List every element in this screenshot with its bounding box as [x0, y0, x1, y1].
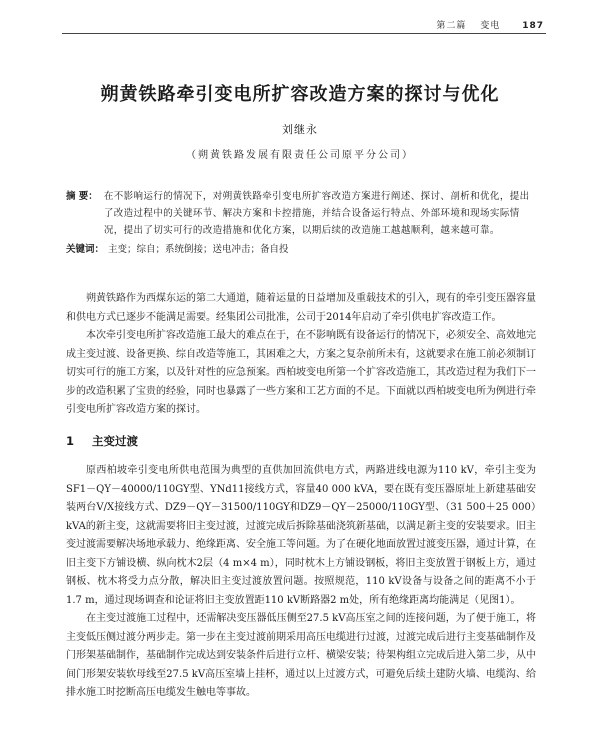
page-number: 187: [522, 21, 544, 31]
introduction: [66, 290, 536, 420]
abstract-block: [66, 188, 536, 258]
keywords: [66, 241, 536, 258]
running-head-section: 变电: [480, 21, 501, 31]
author-affiliation: （朔黄铁路发展有限责任公司原平分公司）: [186, 150, 414, 161]
body-paragraph: 原西柏坡牵引变电所供电范围为典型的直供加回流供电方式，两路进线电源为110 kV，牵引主变为SF1－QY－40000/110GY型、YNd11接线方式，容量40 000 kVA，要在既有变压器原址上新建基础安装两台V/X接线方式、DZ9－QY－31500/110GY和DZ9－QY－25000/110GY型、（31 500＋25 000）kVA的新主变，这就需要将旧主变过渡，过渡完成后拆除基础浇筑新基础，以满足新主变的安装要求。旧主变过渡需要解决场地承载力、绝缘距离、安全施工等问题。为了在硬化地面放置过渡变压器，通过计算，在旧主变下方铺设横、纵向枕木2层（4 m×4 m），同时枕木上方铺设钢板，将旧主变放置于钢板上方，通过钢板、枕木将受力点分散，解决旧主变过渡放置问题。按照规范，110 kV设备与设备之间的距离不小于1.7 m，通过现场调查和论证将旧主变放置距110 kV断路器2 m处，所有绝缘距离均能满足（见图1）。: [66, 465, 536, 606]
abstract-label: 摘 要：: [66, 191, 98, 202]
body-paragraph: 朔黄铁路作为西煤东运的第二大通道，随着运量的日益增加及重载技术的引入，现有的牵引变压器容量和供电方式已逐步不能满足需要。经集团公司批准，公司于2014年启动了牵引供电扩容改造工作。: [66, 293, 536, 323]
paper-title: 朔黄铁路牵引变电所扩容改造方案的探讨与优化: [100, 84, 500, 105]
author-name: 刘继永: [282, 123, 318, 136]
section-heading: [66, 433, 138, 449]
running-head-chapter: 第二篇: [436, 21, 467, 31]
section-1-body: [66, 462, 536, 703]
keywords-label: 关键词：: [66, 244, 105, 255]
section-title: 主变过渡: [92, 434, 139, 448]
body-paragraph: 在主变过渡施工过程中，还需解决变压器低压侧至27.5 kV高压室之间的连接问题，为了便于施工，将主变低压侧过渡分两步走。第一步在主变过渡前期采用高压电缆进行过渡，过渡完成后进行主变基础制作及门形架基础制作，基础制作完成达到安装条件后进行立杆、横梁安装；待架构组立完成后进入第二步，从中间门形架安装软母线至27.5 kV高压室墙上挂杯，通过以上过渡方式，可避免后续土建防火墙、电缆沟、给排水施工时挖断高压电缆发生触电等事故。: [66, 613, 536, 698]
abstract: [66, 188, 536, 239]
keywords-text: 主变；综自；系统倒接；送电冲击；备自投: [108, 244, 289, 255]
header-rule: [62, 33, 546, 34]
running-head: [426, 18, 544, 31]
body-paragraph: 本次牵引变电所扩容改造施工最大的难点在于，在不影响既有设备运行的情况下，必须安全、高效地完成主变过渡、设备更换、综自改造等施工，其困难之大，方案之复杂前所未有，这就要求在施工前必须制订切实可行的施工方案，以及针对性的应急预案。西柏坡变电所第一个扩容改造施工，其改造过程为我们下一步的改造积累了宝贵的经验，同时也暴露了一些方案和工艺方面的不足。下面就以西柏坡变电所为例进行牵引变电所扩容改造方案的探讨。: [66, 330, 536, 415]
section-number: 1: [66, 434, 75, 448]
abstract-text: 在不影响运行的情况下，对朔黄铁路牵引变电所扩容改造方案进行阐述、探讨、剖析和优化，提出了改造过程中的关键环节、解决方案和卡控措施，并结合设备运行特点、外部环境和现场实际情况，提出了切实可行的改造措施和优化方案，以期后续的改造施工越越顺利，越来越可靠。: [103, 191, 530, 236]
